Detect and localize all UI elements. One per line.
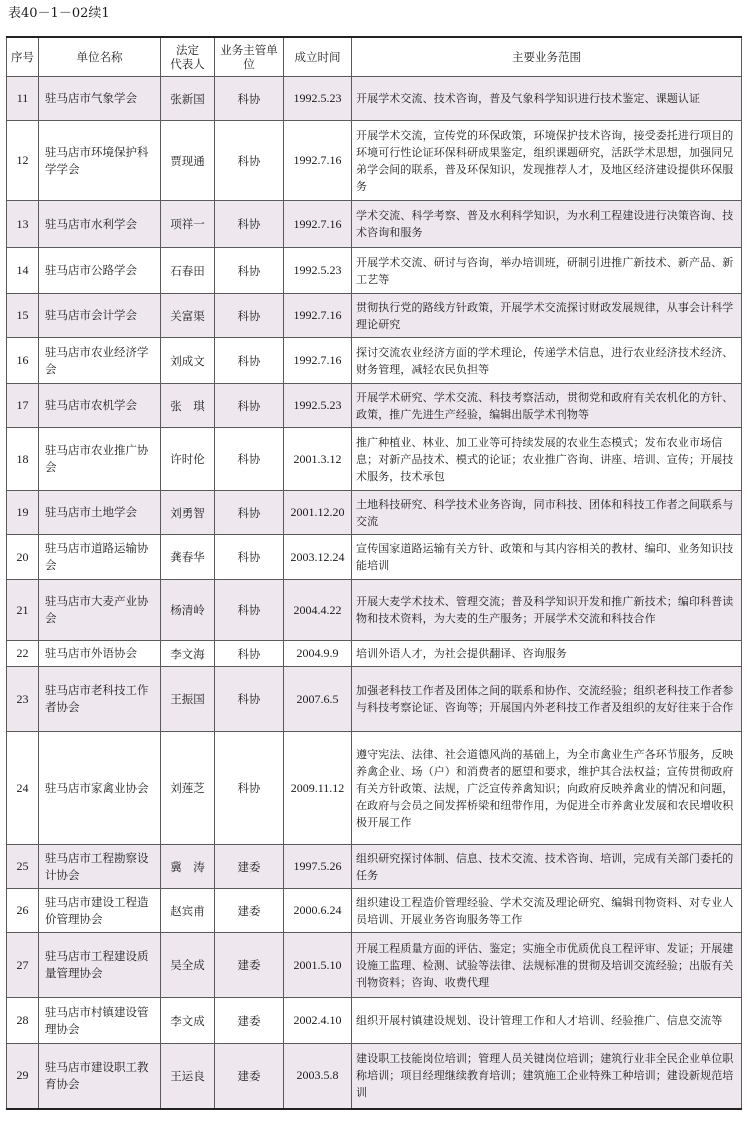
- row-supervisor: 科协: [215, 428, 284, 491]
- row-unit-name: 驻马店市建设工程造价管理协会: [39, 889, 161, 933]
- row-founded-date: 1992.7.16: [284, 294, 352, 338]
- row-founded-date: 2001.5.10: [284, 933, 352, 998]
- row-unit-name: 驻马店市工程建设质量管理协会: [39, 933, 161, 998]
- row-unit-name: 驻马店市家禽业协会: [39, 732, 161, 845]
- table-caption: 表40－1－02续1: [8, 6, 110, 21]
- row-unit-name: 驻马店市会计学会: [39, 294, 161, 338]
- row-index: 16: [7, 338, 39, 384]
- header-index: 序号: [7, 37, 39, 77]
- table-row: [7, 294, 742, 338]
- header-unit-name: 单位名称: [39, 37, 161, 77]
- row-index: 23: [7, 667, 39, 732]
- row-legal-rep: 龚春华: [161, 535, 215, 580]
- row-business-scope: 土地科技研究、科学技术业务咨询，同市科技、团体和科技工作者之间联系与交流: [352, 491, 742, 535]
- row-supervisor: 科协: [215, 384, 284, 428]
- row-business-scope: 组织研究探讨体制、信息、技术交流、技术咨询、培训，完成有关部门委托的任务: [352, 845, 742, 889]
- header-legal-rep-text: 法定 代表人: [170, 43, 205, 71]
- row-legal-rep: 李文成: [161, 998, 215, 1044]
- row-founded-date: 2000.6.24: [284, 889, 352, 933]
- table-row: [7, 845, 742, 889]
- table-row: [7, 998, 742, 1044]
- row-business-scope: 加强老科技工作者及团体之间的联系和协作、交流经验；组织老科技工作者参与科技考察论证、咨询等；开展国内外老科技工作者及组织的友好往来于合作: [352, 667, 742, 732]
- row-unit-name: 驻马店市工程勘察设计协会: [39, 845, 161, 889]
- row-legal-rep: 李文海: [161, 641, 215, 667]
- row-founded-date: 2004.9.9: [284, 641, 352, 667]
- table-row: [7, 428, 742, 491]
- row-legal-rep: 刘勇智: [161, 491, 215, 535]
- table-row: [7, 889, 742, 933]
- table-row: [7, 641, 742, 667]
- row-legal-rep: 张新国: [161, 77, 215, 121]
- row-unit-name: 驻马店市公路学会: [39, 248, 161, 294]
- row-supervisor: 建委: [215, 889, 284, 933]
- row-founded-date: 1992.5.23: [284, 248, 352, 294]
- row-unit-name: 驻马店市建设职工教育协会: [39, 1044, 161, 1109]
- row-founded-date: 2001.12.20: [284, 491, 352, 535]
- row-index: 29: [7, 1044, 39, 1109]
- row-legal-rep: 贾现通: [161, 121, 215, 201]
- row-business-scope: 建设职工技能岗位培训；管理人员关键岗位培训；建筑行业非全民企业单位职称培训；项目经理继续教育培训；建筑施工企业特殊工种培训；建设新规范培训: [352, 1044, 742, 1109]
- row-index: 15: [7, 294, 39, 338]
- row-supervisor: 科协: [215, 641, 284, 667]
- row-unit-name: 驻马店市环境保护科学学会: [39, 121, 161, 201]
- row-business-scope: 培训外语人才，为社会提供翻译、咨询服务: [352, 641, 742, 667]
- table-row: [7, 338, 742, 384]
- row-index: 24: [7, 732, 39, 845]
- row-legal-rep: 杨清岭: [161, 580, 215, 641]
- row-unit-name: 驻马店市外语协会: [39, 641, 161, 667]
- table-row: [7, 248, 742, 294]
- row-legal-rep: 冀 涛: [161, 845, 215, 889]
- row-legal-rep: 赵宾甫: [161, 889, 215, 933]
- row-index: 18: [7, 428, 39, 491]
- row-index: 19: [7, 491, 39, 535]
- header-legal-rep: [161, 37, 215, 77]
- row-legal-rep: 许时伦: [161, 428, 215, 491]
- row-supervisor: 建委: [215, 845, 284, 889]
- row-unit-name: 驻马店市农机学会: [39, 384, 161, 428]
- row-index: 22: [7, 641, 39, 667]
- row-unit-name: 驻马店市老科技工作者协会: [39, 667, 161, 732]
- row-index: 13: [7, 201, 39, 248]
- row-index: 26: [7, 889, 39, 933]
- row-legal-rep: 王振国: [161, 667, 215, 732]
- row-supervisor: 科协: [215, 201, 284, 248]
- row-unit-name: 驻马店市气象学会: [39, 77, 161, 121]
- row-founded-date: 1992.7.16: [284, 201, 352, 248]
- row-supervisor: 科协: [215, 491, 284, 535]
- row-founded-date: 2002.4.10: [284, 998, 352, 1044]
- table-row: [7, 77, 742, 121]
- row-legal-rep: 张 琪: [161, 384, 215, 428]
- row-index: 27: [7, 933, 39, 998]
- row-business-scope: 开展学术研究、学术交流、科技考察活动，贯彻党和政府有关农机化的方针、政策，推广先进生产经验，编辑出版学术刊物等: [352, 384, 742, 428]
- row-legal-rep: 刘莲芝: [161, 732, 215, 845]
- row-index: 25: [7, 845, 39, 889]
- row-business-scope: 遵守宪法、法律、社会道德风尚的基础上，为全市禽业生产各环节服务，反映养禽企业、场（户）和消费者的愿望和要求，维护其合法权益；宣传贯彻政府有关方针政策、法规，广泛宣传养禽知识；向政府反映养禽业的情况和问题，在政府与会员之间发挥桥梁和纽带作用，为促进全市养禽业发展和农民增收积极开展工作: [352, 732, 742, 845]
- row-founded-date: 1992.7.16: [284, 121, 352, 201]
- row-business-scope: 开展学术交流，宣传党的环保政策，环境保护技术咨询，接受委托进行项目的环境可行性论证环保科研成果鉴定，组织课题研究，活跃学术思想，加强同兄弟学会间的联系，普及环保知识，发现推荐人才，及地区经济建设提供环保服务: [352, 121, 742, 201]
- row-business-scope: 开展工程质量方面的评估、鉴定；实施全市优质优良工程评审、发证；开展建设施工监理、检测、试验等法律、法规标准的贯彻及培训交流经验；出版有关刊物资料；咨询、收费代理: [352, 933, 742, 998]
- header-scope: 主要业务范围: [352, 37, 742, 77]
- table-row: [7, 580, 742, 641]
- table-row: [7, 384, 742, 428]
- row-supervisor: 科协: [215, 248, 284, 294]
- row-founded-date: 2001.3.12: [284, 428, 352, 491]
- row-business-scope: 开展学术交流、技术咨询，普及气象科学知识进行技术鉴定、课题认证: [352, 77, 742, 121]
- row-business-scope: 学术交流、科学考察、普及水利科学知识，为水利工程建设进行决策咨询、技术咨询和服务: [352, 201, 742, 248]
- row-founded-date: 2007.6.5: [284, 667, 352, 732]
- row-legal-rep: 关富渠: [161, 294, 215, 338]
- row-founded-date: 1997.5.26: [284, 845, 352, 889]
- row-supervisor: 科协: [215, 121, 284, 201]
- row-unit-name: 驻马店市水利学会: [39, 201, 161, 248]
- table-row: [7, 491, 742, 535]
- table-row: [7, 1044, 742, 1109]
- table-row: [7, 732, 742, 845]
- header-founded: 成立时间: [284, 37, 352, 77]
- row-supervisor: 科协: [215, 667, 284, 732]
- row-legal-rep: 吴全成: [161, 933, 215, 998]
- row-business-scope: 宣传国家道路运输有关方针、政策和与其内容相关的教材、编印、业务知识技能培训: [352, 535, 742, 580]
- row-supervisor: 科协: [215, 535, 284, 580]
- row-unit-name: 驻马店市大麦产业协会: [39, 580, 161, 641]
- row-index: 20: [7, 535, 39, 580]
- row-supervisor: 科协: [215, 338, 284, 384]
- row-unit-name: 驻马店市农业经济学会: [39, 338, 161, 384]
- row-supervisor: 科协: [215, 732, 284, 845]
- row-legal-rep: 石春田: [161, 248, 215, 294]
- row-founded-date: 2003.12.24: [284, 535, 352, 580]
- row-unit-name: 驻马店市农业推广协会: [39, 428, 161, 491]
- row-founded-date: 1992.5.23: [284, 77, 352, 121]
- row-index: 11: [7, 77, 39, 121]
- row-supervisor: 建委: [215, 933, 284, 998]
- row-index: 28: [7, 998, 39, 1044]
- row-legal-rep: 项祥一: [161, 201, 215, 248]
- row-business-scope: 贯彻执行党的路线方针政策，开展学术交流探讨财政发展规律，从事会计科学理论研究: [352, 294, 742, 338]
- header-supervisor: 业务主管单位: [215, 37, 284, 77]
- row-supervisor: 科协: [215, 77, 284, 121]
- row-founded-date: 2004.4.22: [284, 580, 352, 641]
- row-founded-date: 1992.7.16: [284, 338, 352, 384]
- row-founded-date: 2009.11.12: [284, 732, 352, 845]
- table-row: [7, 201, 742, 248]
- row-legal-rep: 刘成文: [161, 338, 215, 384]
- row-business-scope: 组织建设工程造价管理经验、学术交流及理论研究、编辑刊物资料、对专业人员培训、开展业务咨询服务等工作: [352, 889, 742, 933]
- row-business-scope: 组织开展村镇建设规划、设计管理工作和人才培训、经验推广、信息交流等: [352, 998, 742, 1044]
- row-unit-name: 驻马店市土地学会: [39, 491, 161, 535]
- row-legal-rep: 王运良: [161, 1044, 215, 1109]
- row-supervisor: 建委: [215, 1044, 284, 1109]
- row-unit-name: 驻马店市道路运输协会: [39, 535, 161, 580]
- row-supervisor: 科协: [215, 580, 284, 641]
- row-index: 21: [7, 580, 39, 641]
- row-business-scope: 探讨交流农业经济方面的学术理论，传递学术信息，进行农业经济技术经济、财务管理，减轻农民负担等: [352, 338, 742, 384]
- row-index: 14: [7, 248, 39, 294]
- row-index: 17: [7, 384, 39, 428]
- row-founded-date: 1992.5.23: [284, 384, 352, 428]
- row-business-scope: 开展大麦学术技术、管理交流；普及科学知识开发和推广新技术；编印科普读物和技术资料，为大麦的生产服务；开展学术交流和科技合作: [352, 580, 742, 641]
- row-unit-name: 驻马店市村镇建设管理协会: [39, 998, 161, 1044]
- row-index: 12: [7, 121, 39, 201]
- row-supervisor: 科协: [215, 294, 284, 338]
- organizations-table: [6, 36, 742, 1110]
- table-row: [7, 535, 742, 580]
- table-row: [7, 933, 742, 998]
- table-row: [7, 121, 742, 201]
- row-founded-date: 2003.5.8: [284, 1044, 352, 1109]
- row-business-scope: 推广种植业、林业、加工业等可持续发展的农业生态模式；发布农业市场信息；对新产品技术、模式的论证；农业推广咨询、讲座、培训、宣传；开展技术服务，技术承包: [352, 428, 742, 491]
- table-row: [7, 667, 742, 732]
- row-supervisor: 建委: [215, 998, 284, 1044]
- header-row: [7, 37, 742, 77]
- row-business-scope: 开展学术交流、研讨与咨询，举办培训班，研制引进推广新技术、新产品、新工艺等: [352, 248, 742, 294]
